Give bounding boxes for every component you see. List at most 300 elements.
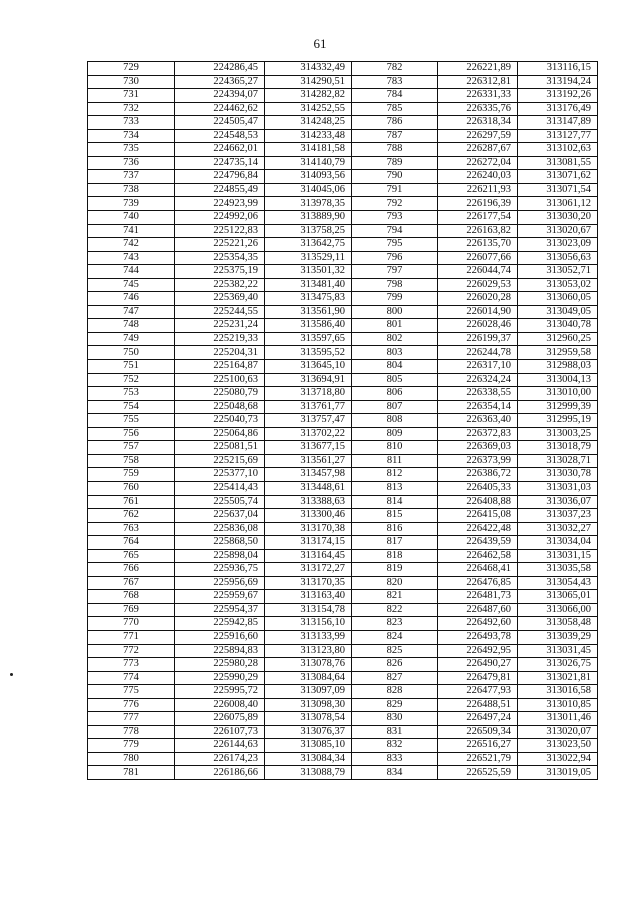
- point-number-cell: 729: [88, 62, 175, 76]
- table-row: [88, 197, 598, 211]
- x-coordinate-cell: 226272,04: [438, 156, 518, 170]
- y-coordinate-cell: 313097,09: [265, 685, 352, 699]
- y-coordinate-cell: 313016,58: [518, 685, 598, 699]
- y-coordinate-cell: 313028,71: [518, 454, 598, 468]
- table-row: [88, 129, 598, 143]
- x-coordinate-cell: 226199,37: [438, 332, 518, 346]
- table-row: [88, 238, 598, 252]
- point-number-cell: 750: [88, 346, 175, 360]
- point-number-cell: 733: [88, 116, 175, 130]
- y-coordinate-cell: 314290,51: [265, 75, 352, 89]
- point-number-cell: 769: [88, 603, 175, 617]
- point-number-cell: 746: [88, 292, 175, 306]
- x-coordinate-cell: 226144,63: [175, 739, 265, 753]
- point-number-cell: 831: [352, 725, 438, 739]
- point-number-cell: 825: [352, 644, 438, 658]
- y-coordinate-cell: 313066,00: [518, 603, 598, 617]
- x-coordinate-cell: 226077,66: [438, 251, 518, 265]
- x-coordinate-cell: 226020,28: [438, 292, 518, 306]
- x-coordinate-cell: 226163,82: [438, 224, 518, 238]
- y-coordinate-cell: 313088,79: [265, 766, 352, 780]
- x-coordinate-cell: 225894,83: [175, 644, 265, 658]
- table-row: [88, 102, 598, 116]
- x-coordinate-cell: 226297,59: [438, 129, 518, 143]
- y-coordinate-cell: 314140,79: [265, 156, 352, 170]
- table-row: [88, 644, 598, 658]
- point-number-cell: 758: [88, 454, 175, 468]
- point-number-cell: 743: [88, 251, 175, 265]
- y-coordinate-cell: 313071,54: [518, 183, 598, 197]
- y-coordinate-cell: 313174,15: [265, 536, 352, 550]
- table-row: [88, 400, 598, 414]
- point-number-cell: 762: [88, 509, 175, 523]
- point-number-cell: 800: [352, 305, 438, 319]
- table-row: [88, 630, 598, 644]
- y-coordinate-cell: 313102,63: [518, 143, 598, 157]
- point-number-cell: 772: [88, 644, 175, 658]
- y-coordinate-cell: 313054,43: [518, 576, 598, 590]
- point-number-cell: 777: [88, 712, 175, 726]
- point-number-cell: 751: [88, 360, 175, 374]
- y-coordinate-cell: 313085,10: [265, 739, 352, 753]
- y-coordinate-cell: 313023,50: [518, 739, 598, 753]
- y-coordinate-cell: 313586,40: [265, 319, 352, 333]
- x-coordinate-cell: 226317,10: [438, 360, 518, 374]
- table-row: [88, 116, 598, 130]
- x-coordinate-cell: 226479,81: [438, 671, 518, 685]
- point-number-cell: 819: [352, 563, 438, 577]
- y-coordinate-cell: 312988,03: [518, 360, 598, 374]
- x-coordinate-cell: 225956,69: [175, 576, 265, 590]
- y-coordinate-cell: 314045,06: [265, 183, 352, 197]
- point-number-cell: 759: [88, 468, 175, 482]
- x-coordinate-cell: 225990,29: [175, 671, 265, 685]
- x-coordinate-cell: 225221,26: [175, 238, 265, 252]
- x-coordinate-cell: 225244,55: [175, 305, 265, 319]
- table-row: [88, 251, 598, 265]
- x-coordinate-cell: 226196,39: [438, 197, 518, 211]
- table-row: [88, 658, 598, 672]
- point-number-cell: 753: [88, 387, 175, 401]
- x-coordinate-cell: 226493,78: [438, 630, 518, 644]
- x-coordinate-cell: 224548,53: [175, 129, 265, 143]
- point-number-cell: 817: [352, 536, 438, 550]
- x-coordinate-cell: 225898,04: [175, 549, 265, 563]
- y-coordinate-cell: 313677,15: [265, 441, 352, 455]
- y-coordinate-cell: 313021,81: [518, 671, 598, 685]
- x-coordinate-cell: 226244,78: [438, 346, 518, 360]
- point-number-cell: 787: [352, 129, 438, 143]
- x-coordinate-cell: 225375,19: [175, 265, 265, 279]
- y-coordinate-cell: 312999,39: [518, 400, 598, 414]
- point-number-cell: 802: [352, 332, 438, 346]
- x-coordinate-cell: 225080,79: [175, 387, 265, 401]
- y-coordinate-cell: 313037,23: [518, 509, 598, 523]
- y-coordinate-cell: 313194,24: [518, 75, 598, 89]
- x-coordinate-cell: 225369,40: [175, 292, 265, 306]
- y-coordinate-cell: 313058,48: [518, 617, 598, 631]
- x-coordinate-cell: 226476,85: [438, 576, 518, 590]
- table-row: [88, 685, 598, 699]
- y-coordinate-cell: 313172,27: [265, 563, 352, 577]
- x-coordinate-cell: 226497,24: [438, 712, 518, 726]
- y-coordinate-cell: 313056,63: [518, 251, 598, 265]
- table-row: [88, 536, 598, 550]
- point-number-cell: 806: [352, 387, 438, 401]
- x-coordinate-cell: 225414,43: [175, 481, 265, 495]
- y-coordinate-cell: 314233,48: [265, 129, 352, 143]
- table-row: [88, 549, 598, 563]
- x-coordinate-cell: 225354,35: [175, 251, 265, 265]
- point-number-cell: 788: [352, 143, 438, 157]
- x-coordinate-cell: 225048,68: [175, 400, 265, 414]
- point-number-cell: 789: [352, 156, 438, 170]
- y-coordinate-cell: 313561,90: [265, 305, 352, 319]
- y-coordinate-cell: 313147,89: [518, 116, 598, 130]
- table-row: [88, 89, 598, 103]
- point-number-cell: 731: [88, 89, 175, 103]
- x-coordinate-cell: 226373,99: [438, 454, 518, 468]
- y-coordinate-cell: 313154,78: [265, 603, 352, 617]
- x-coordinate-cell: 224735,14: [175, 156, 265, 170]
- x-coordinate-cell: 226338,55: [438, 387, 518, 401]
- point-number-cell: 795: [352, 238, 438, 252]
- table-row: [88, 224, 598, 238]
- point-number-cell: 783: [352, 75, 438, 89]
- y-coordinate-cell: 313098,30: [265, 698, 352, 712]
- point-number-cell: 790: [352, 170, 438, 184]
- table-row: [88, 211, 598, 225]
- point-number-cell: 784: [352, 89, 438, 103]
- y-coordinate-cell: 313761,77: [265, 400, 352, 414]
- x-coordinate-cell: 226490,27: [438, 658, 518, 672]
- point-number-cell: 747: [88, 305, 175, 319]
- point-number-cell: 807: [352, 400, 438, 414]
- x-coordinate-cell: 225995,72: [175, 685, 265, 699]
- x-coordinate-cell: 225204,31: [175, 346, 265, 360]
- point-number-cell: 768: [88, 590, 175, 604]
- point-number-cell: 760: [88, 481, 175, 495]
- table-row: [88, 373, 598, 387]
- y-coordinate-cell: 313078,76: [265, 658, 352, 672]
- x-coordinate-cell: 225081,51: [175, 441, 265, 455]
- x-coordinate-cell: 225122,83: [175, 224, 265, 238]
- point-number-cell: 735: [88, 143, 175, 157]
- x-coordinate-cell: 226028,46: [438, 319, 518, 333]
- point-number-cell: 818: [352, 549, 438, 563]
- y-coordinate-cell: 313010,85: [518, 698, 598, 712]
- page-number: 61: [313, 36, 327, 51]
- point-number-cell: 814: [352, 495, 438, 509]
- point-number-cell: 812: [352, 468, 438, 482]
- x-coordinate-cell: 226488,51: [438, 698, 518, 712]
- table-row: [88, 454, 598, 468]
- point-number-cell: 770: [88, 617, 175, 631]
- point-number-cell: 741: [88, 224, 175, 238]
- x-coordinate-cell: 224796,84: [175, 170, 265, 184]
- y-coordinate-cell: 313170,38: [265, 522, 352, 536]
- x-coordinate-cell: 225040,73: [175, 414, 265, 428]
- y-coordinate-cell: 313642,75: [265, 238, 352, 252]
- point-number-cell: 796: [352, 251, 438, 265]
- y-coordinate-cell: 313026,75: [518, 658, 598, 672]
- y-coordinate-cell: 312995,19: [518, 414, 598, 428]
- x-coordinate-cell: 226525,59: [438, 766, 518, 780]
- point-number-cell: 824: [352, 630, 438, 644]
- point-number-cell: 744: [88, 265, 175, 279]
- table-row: [88, 441, 598, 455]
- x-coordinate-cell: 226487,60: [438, 603, 518, 617]
- y-coordinate-cell: 312959,58: [518, 346, 598, 360]
- x-coordinate-cell: 225219,33: [175, 332, 265, 346]
- point-number-cell: 730: [88, 75, 175, 89]
- table-row: [88, 319, 598, 333]
- table-row: [88, 170, 598, 184]
- y-coordinate-cell: 313192,26: [518, 89, 598, 103]
- y-coordinate-cell: 313300,46: [265, 509, 352, 523]
- table-row: [88, 712, 598, 726]
- y-coordinate-cell: 313694,91: [265, 373, 352, 387]
- point-number-cell: 815: [352, 509, 438, 523]
- point-number-cell: 779: [88, 739, 175, 753]
- x-coordinate-cell: 226312,81: [438, 75, 518, 89]
- point-number-cell: 752: [88, 373, 175, 387]
- point-number-cell: 828: [352, 685, 438, 699]
- point-number-cell: 757: [88, 441, 175, 455]
- y-coordinate-cell: 313053,02: [518, 278, 598, 292]
- point-number-cell: 761: [88, 495, 175, 509]
- y-coordinate-cell: 313036,07: [518, 495, 598, 509]
- x-coordinate-cell: 226363,40: [438, 414, 518, 428]
- x-coordinate-cell: 226422,48: [438, 522, 518, 536]
- y-coordinate-cell: 314332,49: [265, 62, 352, 76]
- x-coordinate-cell: 226405,33: [438, 481, 518, 495]
- point-number-cell: 785: [352, 102, 438, 116]
- point-number-cell: 809: [352, 427, 438, 441]
- point-number-cell: 805: [352, 373, 438, 387]
- margin-dot: [10, 673, 13, 676]
- x-coordinate-cell: 226521,79: [438, 752, 518, 766]
- y-coordinate-cell: 313034,04: [518, 536, 598, 550]
- table-row: [88, 292, 598, 306]
- point-number-cell: 786: [352, 116, 438, 130]
- y-coordinate-cell: 313081,55: [518, 156, 598, 170]
- x-coordinate-cell: 225936,75: [175, 563, 265, 577]
- table-row: [88, 576, 598, 590]
- y-coordinate-cell: 313031,15: [518, 549, 598, 563]
- y-coordinate-cell: 313011,46: [518, 712, 598, 726]
- table-row: [88, 346, 598, 360]
- x-coordinate-cell: 226029,53: [438, 278, 518, 292]
- y-coordinate-cell: 313702,22: [265, 427, 352, 441]
- point-number-cell: 775: [88, 685, 175, 699]
- x-coordinate-cell: 226516,27: [438, 739, 518, 753]
- x-coordinate-cell: 224394,07: [175, 89, 265, 103]
- y-coordinate-cell: 313076,37: [265, 725, 352, 739]
- y-coordinate-cell: 314093,56: [265, 170, 352, 184]
- y-coordinate-cell: 313718,80: [265, 387, 352, 401]
- x-coordinate-cell: 226468,41: [438, 563, 518, 577]
- point-number-cell: 754: [88, 400, 175, 414]
- point-number-cell: 736: [88, 156, 175, 170]
- y-coordinate-cell: 313597,65: [265, 332, 352, 346]
- x-coordinate-cell: 226331,33: [438, 89, 518, 103]
- y-coordinate-cell: 314181,58: [265, 143, 352, 157]
- x-coordinate-cell: 226324,24: [438, 373, 518, 387]
- point-number-cell: 823: [352, 617, 438, 631]
- y-coordinate-cell: 313595,52: [265, 346, 352, 360]
- point-number-cell: 740: [88, 211, 175, 225]
- x-coordinate-cell: 226492,60: [438, 617, 518, 631]
- x-coordinate-cell: 226174,23: [175, 752, 265, 766]
- x-coordinate-cell: 226372,83: [438, 427, 518, 441]
- point-number-cell: 792: [352, 197, 438, 211]
- point-number-cell: 776: [88, 698, 175, 712]
- x-coordinate-cell: 226408,88: [438, 495, 518, 509]
- y-coordinate-cell: 313757,47: [265, 414, 352, 428]
- y-coordinate-cell: 313133,99: [265, 630, 352, 644]
- y-coordinate-cell: 313170,35: [265, 576, 352, 590]
- point-number-cell: 771: [88, 630, 175, 644]
- point-number-cell: 799: [352, 292, 438, 306]
- y-coordinate-cell: 314252,55: [265, 102, 352, 116]
- point-number-cell: 763: [88, 522, 175, 536]
- y-coordinate-cell: 313084,34: [265, 752, 352, 766]
- point-number-cell: 778: [88, 725, 175, 739]
- point-number-cell: 734: [88, 129, 175, 143]
- x-coordinate-cell: 226386,72: [438, 468, 518, 482]
- x-coordinate-cell: 226177,54: [438, 211, 518, 225]
- x-coordinate-cell: 226369,03: [438, 441, 518, 455]
- x-coordinate-cell: 226462,58: [438, 549, 518, 563]
- table-row: [88, 278, 598, 292]
- y-coordinate-cell: 313156,10: [265, 617, 352, 631]
- x-coordinate-cell: 224923,99: [175, 197, 265, 211]
- y-coordinate-cell: 313039,29: [518, 630, 598, 644]
- point-number-cell: 801: [352, 319, 438, 333]
- x-coordinate-cell: 226287,67: [438, 143, 518, 157]
- x-coordinate-cell: 224505,47: [175, 116, 265, 130]
- point-number-cell: 737: [88, 170, 175, 184]
- point-number-cell: 781: [88, 766, 175, 780]
- x-coordinate-cell: 226008,40: [175, 698, 265, 712]
- table-row: [88, 752, 598, 766]
- y-coordinate-cell: 313020,67: [518, 224, 598, 238]
- table-row: [88, 427, 598, 441]
- point-number-cell: 804: [352, 360, 438, 374]
- y-coordinate-cell: 313018,79: [518, 441, 598, 455]
- x-coordinate-cell: 226240,03: [438, 170, 518, 184]
- x-coordinate-cell: 226107,73: [175, 725, 265, 739]
- point-number-cell: 765: [88, 549, 175, 563]
- point-number-cell: 782: [352, 62, 438, 76]
- table-row: [88, 603, 598, 617]
- y-coordinate-cell: 313457,98: [265, 468, 352, 482]
- point-number-cell: 791: [352, 183, 438, 197]
- point-number-cell: 808: [352, 414, 438, 428]
- point-number-cell: 830: [352, 712, 438, 726]
- y-coordinate-cell: 313020,07: [518, 725, 598, 739]
- point-number-cell: 794: [352, 224, 438, 238]
- table-row: [88, 725, 598, 739]
- y-coordinate-cell: 313032,27: [518, 522, 598, 536]
- x-coordinate-cell: 225868,50: [175, 536, 265, 550]
- y-coordinate-cell: 313035,58: [518, 563, 598, 577]
- point-number-cell: 816: [352, 522, 438, 536]
- table-row: [88, 387, 598, 401]
- point-number-cell: 797: [352, 265, 438, 279]
- point-number-cell: 820: [352, 576, 438, 590]
- table-row: [88, 332, 598, 346]
- table-row: [88, 617, 598, 631]
- point-number-cell: 738: [88, 183, 175, 197]
- x-coordinate-cell: 226492,95: [438, 644, 518, 658]
- y-coordinate-cell: 313561,27: [265, 454, 352, 468]
- x-coordinate-cell: 225959,67: [175, 590, 265, 604]
- point-number-cell: 811: [352, 454, 438, 468]
- y-coordinate-cell: 313003,25: [518, 427, 598, 441]
- y-coordinate-cell: 313060,05: [518, 292, 598, 306]
- point-number-cell: 748: [88, 319, 175, 333]
- table-row: [88, 509, 598, 523]
- x-coordinate-cell: 225100,63: [175, 373, 265, 387]
- x-coordinate-cell: 226075,89: [175, 712, 265, 726]
- point-number-cell: 798: [352, 278, 438, 292]
- point-number-cell: 767: [88, 576, 175, 590]
- x-coordinate-cell: 226135,70: [438, 238, 518, 252]
- x-coordinate-cell: 225164,87: [175, 360, 265, 374]
- x-coordinate-cell: 226014,90: [438, 305, 518, 319]
- point-number-cell: 829: [352, 698, 438, 712]
- y-coordinate-cell: 313889,90: [265, 211, 352, 225]
- table-row: [88, 265, 598, 279]
- x-coordinate-cell: 225942,85: [175, 617, 265, 631]
- x-coordinate-cell: 226439,59: [438, 536, 518, 550]
- point-number-cell: 745: [88, 278, 175, 292]
- y-coordinate-cell: 313758,25: [265, 224, 352, 238]
- coordinates-table-body: [88, 62, 598, 780]
- table-row: [88, 481, 598, 495]
- y-coordinate-cell: 313052,71: [518, 265, 598, 279]
- table-row: [88, 156, 598, 170]
- y-coordinate-cell: 313049,05: [518, 305, 598, 319]
- point-number-cell: 742: [88, 238, 175, 252]
- x-coordinate-cell: 225382,22: [175, 278, 265, 292]
- point-number-cell: 826: [352, 658, 438, 672]
- x-coordinate-cell: 226221,89: [438, 62, 518, 76]
- y-coordinate-cell: 313023,09: [518, 238, 598, 252]
- point-number-cell: 780: [88, 752, 175, 766]
- x-coordinate-cell: 224462,62: [175, 102, 265, 116]
- y-coordinate-cell: 313065,01: [518, 590, 598, 604]
- point-number-cell: 756: [88, 427, 175, 441]
- x-coordinate-cell: 226211,93: [438, 183, 518, 197]
- x-coordinate-cell: 226354,14: [438, 400, 518, 414]
- x-coordinate-cell: 225637,04: [175, 509, 265, 523]
- y-coordinate-cell: 313529,11: [265, 251, 352, 265]
- table-row: [88, 414, 598, 428]
- table-row: [88, 305, 598, 319]
- x-coordinate-cell: 225505,74: [175, 495, 265, 509]
- y-coordinate-cell: 313123,80: [265, 644, 352, 658]
- point-number-cell: 766: [88, 563, 175, 577]
- table-row: [88, 468, 598, 482]
- point-number-cell: 832: [352, 739, 438, 753]
- y-coordinate-cell: 313164,45: [265, 549, 352, 563]
- x-coordinate-cell: 225954,37: [175, 603, 265, 617]
- table-row: [88, 495, 598, 509]
- table-row: [88, 360, 598, 374]
